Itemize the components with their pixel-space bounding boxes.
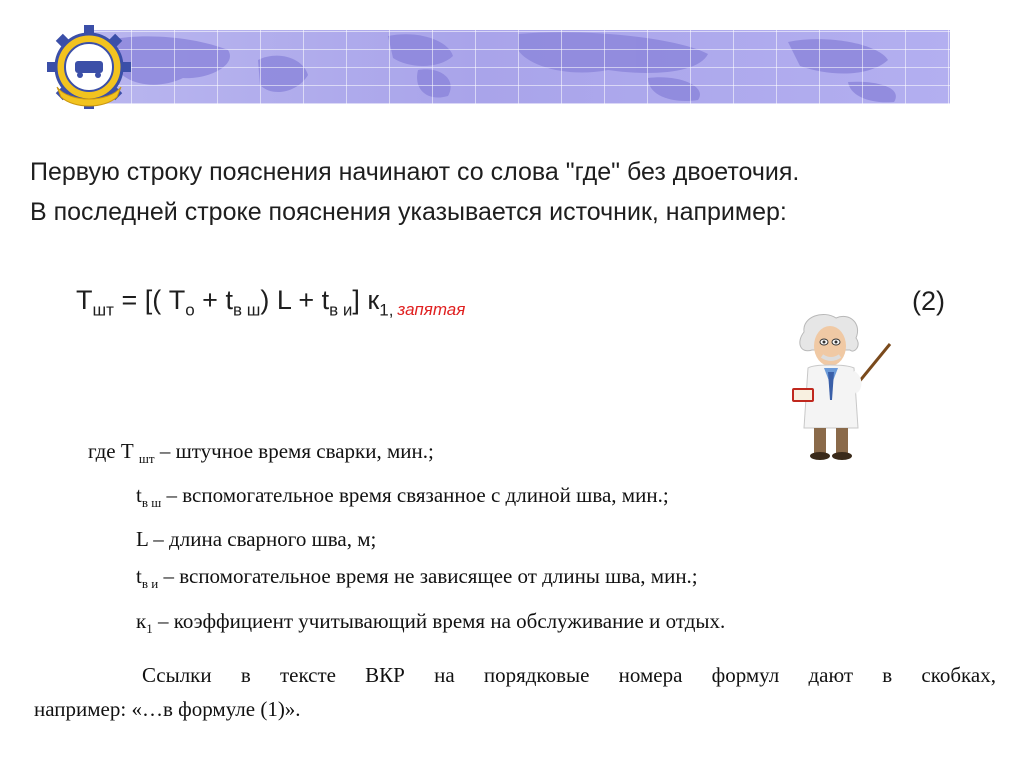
legend-symbol: где Т [88,439,139,463]
legend-description: – вспомогательное время не зависящее от длины шва, мин.; [158,564,698,589]
formula-mid: ) L + t [260,285,330,315]
formula-k-sub: 1, [379,300,394,320]
formula-note: запятая [397,300,466,319]
legend-subscript: в и [141,576,159,592]
formula-t-o-sub: о [185,300,195,320]
legend-description: – штучное время сварки, мин.; [154,439,434,463]
legend-description: L – длина сварного шва, м; [136,527,377,552]
professor-with-pointer-icon [784,310,896,462]
intro-line-2: В последней строке пояснения указывается источник, например: [30,198,787,226]
intro-line-1: Первую строку пояснения начинают со слова "где" без двоеточия. [30,158,800,186]
formula-lhs: Т [76,285,93,315]
legend-subscript: шт [138,451,155,467]
legend-row-k1 [88,603,725,647]
legend-description: – коэффициент учитывающий время на обслуживание и отдых. [152,608,726,633]
formula-t-vi-sub: в и [329,300,353,320]
formula [76,285,465,320]
legend-subscript: в ш [141,495,162,511]
legend-row-l [88,521,725,558]
references-line-1: Ссылки в тексте ВКР на порядковые номера формул дают в скобках, [142,663,996,687]
formula-t-vsh-sub: в ш [232,300,261,320]
references-paragraph [34,658,996,726]
formula-legend [88,433,725,647]
legend-subscript: 1 [146,620,153,636]
formula-lhs-sub: шт [92,300,114,320]
header-banner [88,30,950,104]
equation-number: (2) [912,286,945,316]
legend-row-t-sht [88,433,725,477]
legend-symbol: t [136,564,142,589]
formula-eq-open: = [( Т [113,285,186,315]
legend-symbol: t [136,483,142,508]
legend-row-t-vi [88,558,725,602]
legend-symbol: к [136,608,147,633]
legend-row-t-vsh [88,477,725,521]
formula-close: ] к [352,285,380,315]
legend-description: – вспомогательное время связанное с длиной шва, мин.; [161,483,669,508]
formula-plus: + t [194,285,233,315]
intro-text [30,152,990,232]
references-line-2: например: «…в формуле (1)». [34,697,301,721]
university-gear-emblem-icon [46,24,132,110]
